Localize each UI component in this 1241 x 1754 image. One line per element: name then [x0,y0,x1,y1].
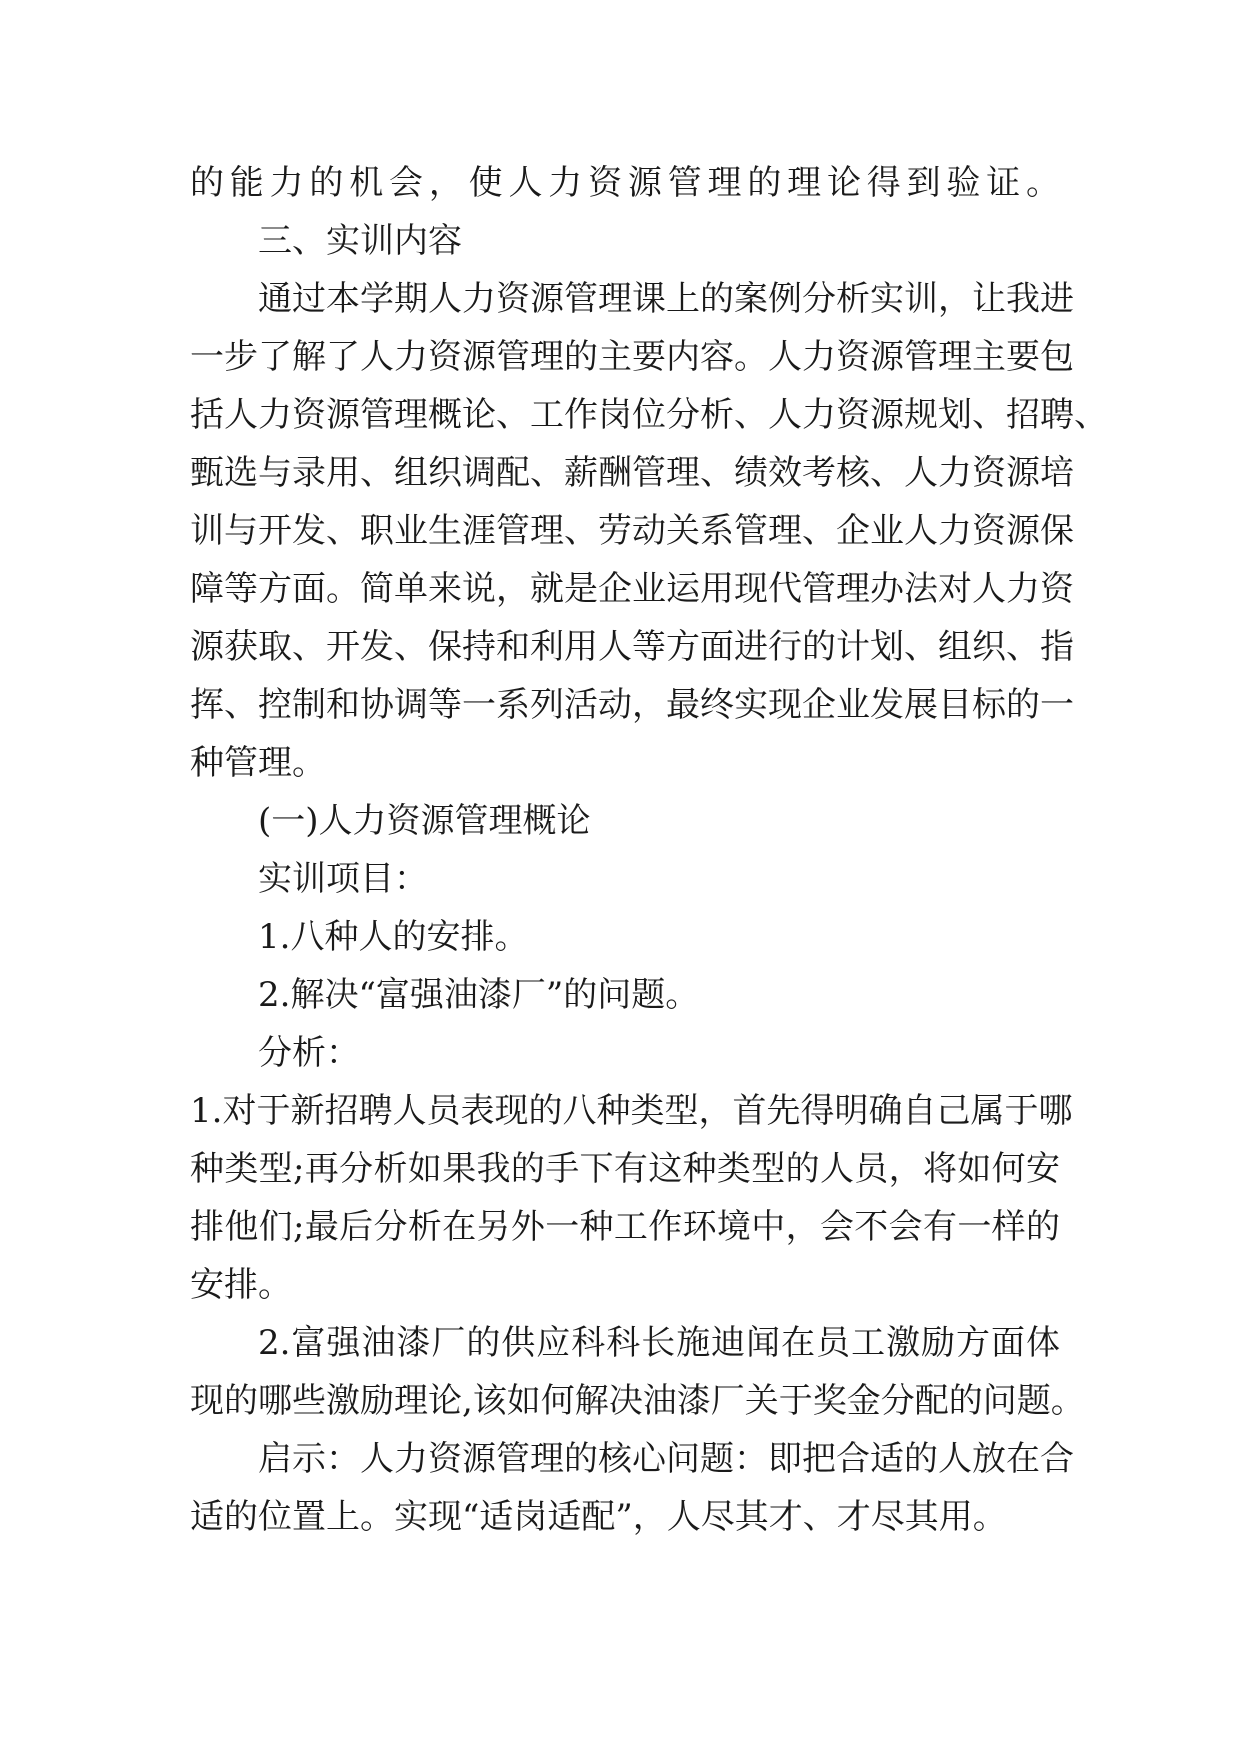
text-line: 种管理。 [190,743,326,783]
text-line: 启示：人力资源管理的核心问题：即把合适的人放在合 [258,1439,1074,1479]
text-line: 的能力的机会，使人力资源管理的理论得到验证。 [190,163,1060,203]
text-line: 挥、控制和协调等一系列活动，最终实现企业发展目标的一 [190,685,1074,725]
text-line: 实训项目： [258,859,428,899]
text-line: 障等方面。简单来说，就是企业运用现代管理办法对人力资 [190,569,1074,609]
text-line: 排他们;最后分析在另外一种工作环境中，会不会有一样的 [190,1207,1061,1247]
text-line: 甄选与录用、组织调配、薪酬管理、绩效考核、人力资源培 [190,453,1074,493]
list-item: 1.对于新招聘人员表现的八种类型，首先得明确自己属于哪 [190,1091,1073,1131]
text-line: 括人力资源管理概论、工作岗位分析、人力资源规划、招聘、 [190,395,1108,435]
text-line: 安排。 [190,1265,292,1305]
list-item: 1.八种人的安排。 [258,917,529,957]
text-line: 分析： [258,1033,360,1073]
text-line: 一步了解了人力资源管理的主要内容。人力资源管理主要包 [190,337,1074,377]
subsection-heading: (一)人力资源管理概论 [258,801,591,841]
list-item: 2.富强油漆厂的供应科科长施迪闻在员工激励方面体 [258,1323,1060,1363]
text-line: 训与开发、职业生涯管理、劳动关系管理、企业人力资源保 [190,511,1074,551]
text-line: 适的位置上。实现“适岗适配”，人尽其才、才尽其用。 [190,1497,1007,1537]
text-line: 通过本学期人力资源管理课上的案例分析实训，让我进 [258,279,1074,319]
text-line: 源获取、开发、保持和利用人等方面进行的计划、组织、指 [190,627,1074,667]
text-line: 种类型;再分析如果我的手下有这种类型的人员，将如何安 [190,1149,1061,1189]
section-heading: 三、实训内容 [258,221,462,261]
list-item: 2.解决“富强油漆厂”的问题。 [258,975,700,1015]
text-line: 现的哪些激励理论,该如何解决油漆厂关于奖金分配的问题。 [190,1381,1085,1421]
